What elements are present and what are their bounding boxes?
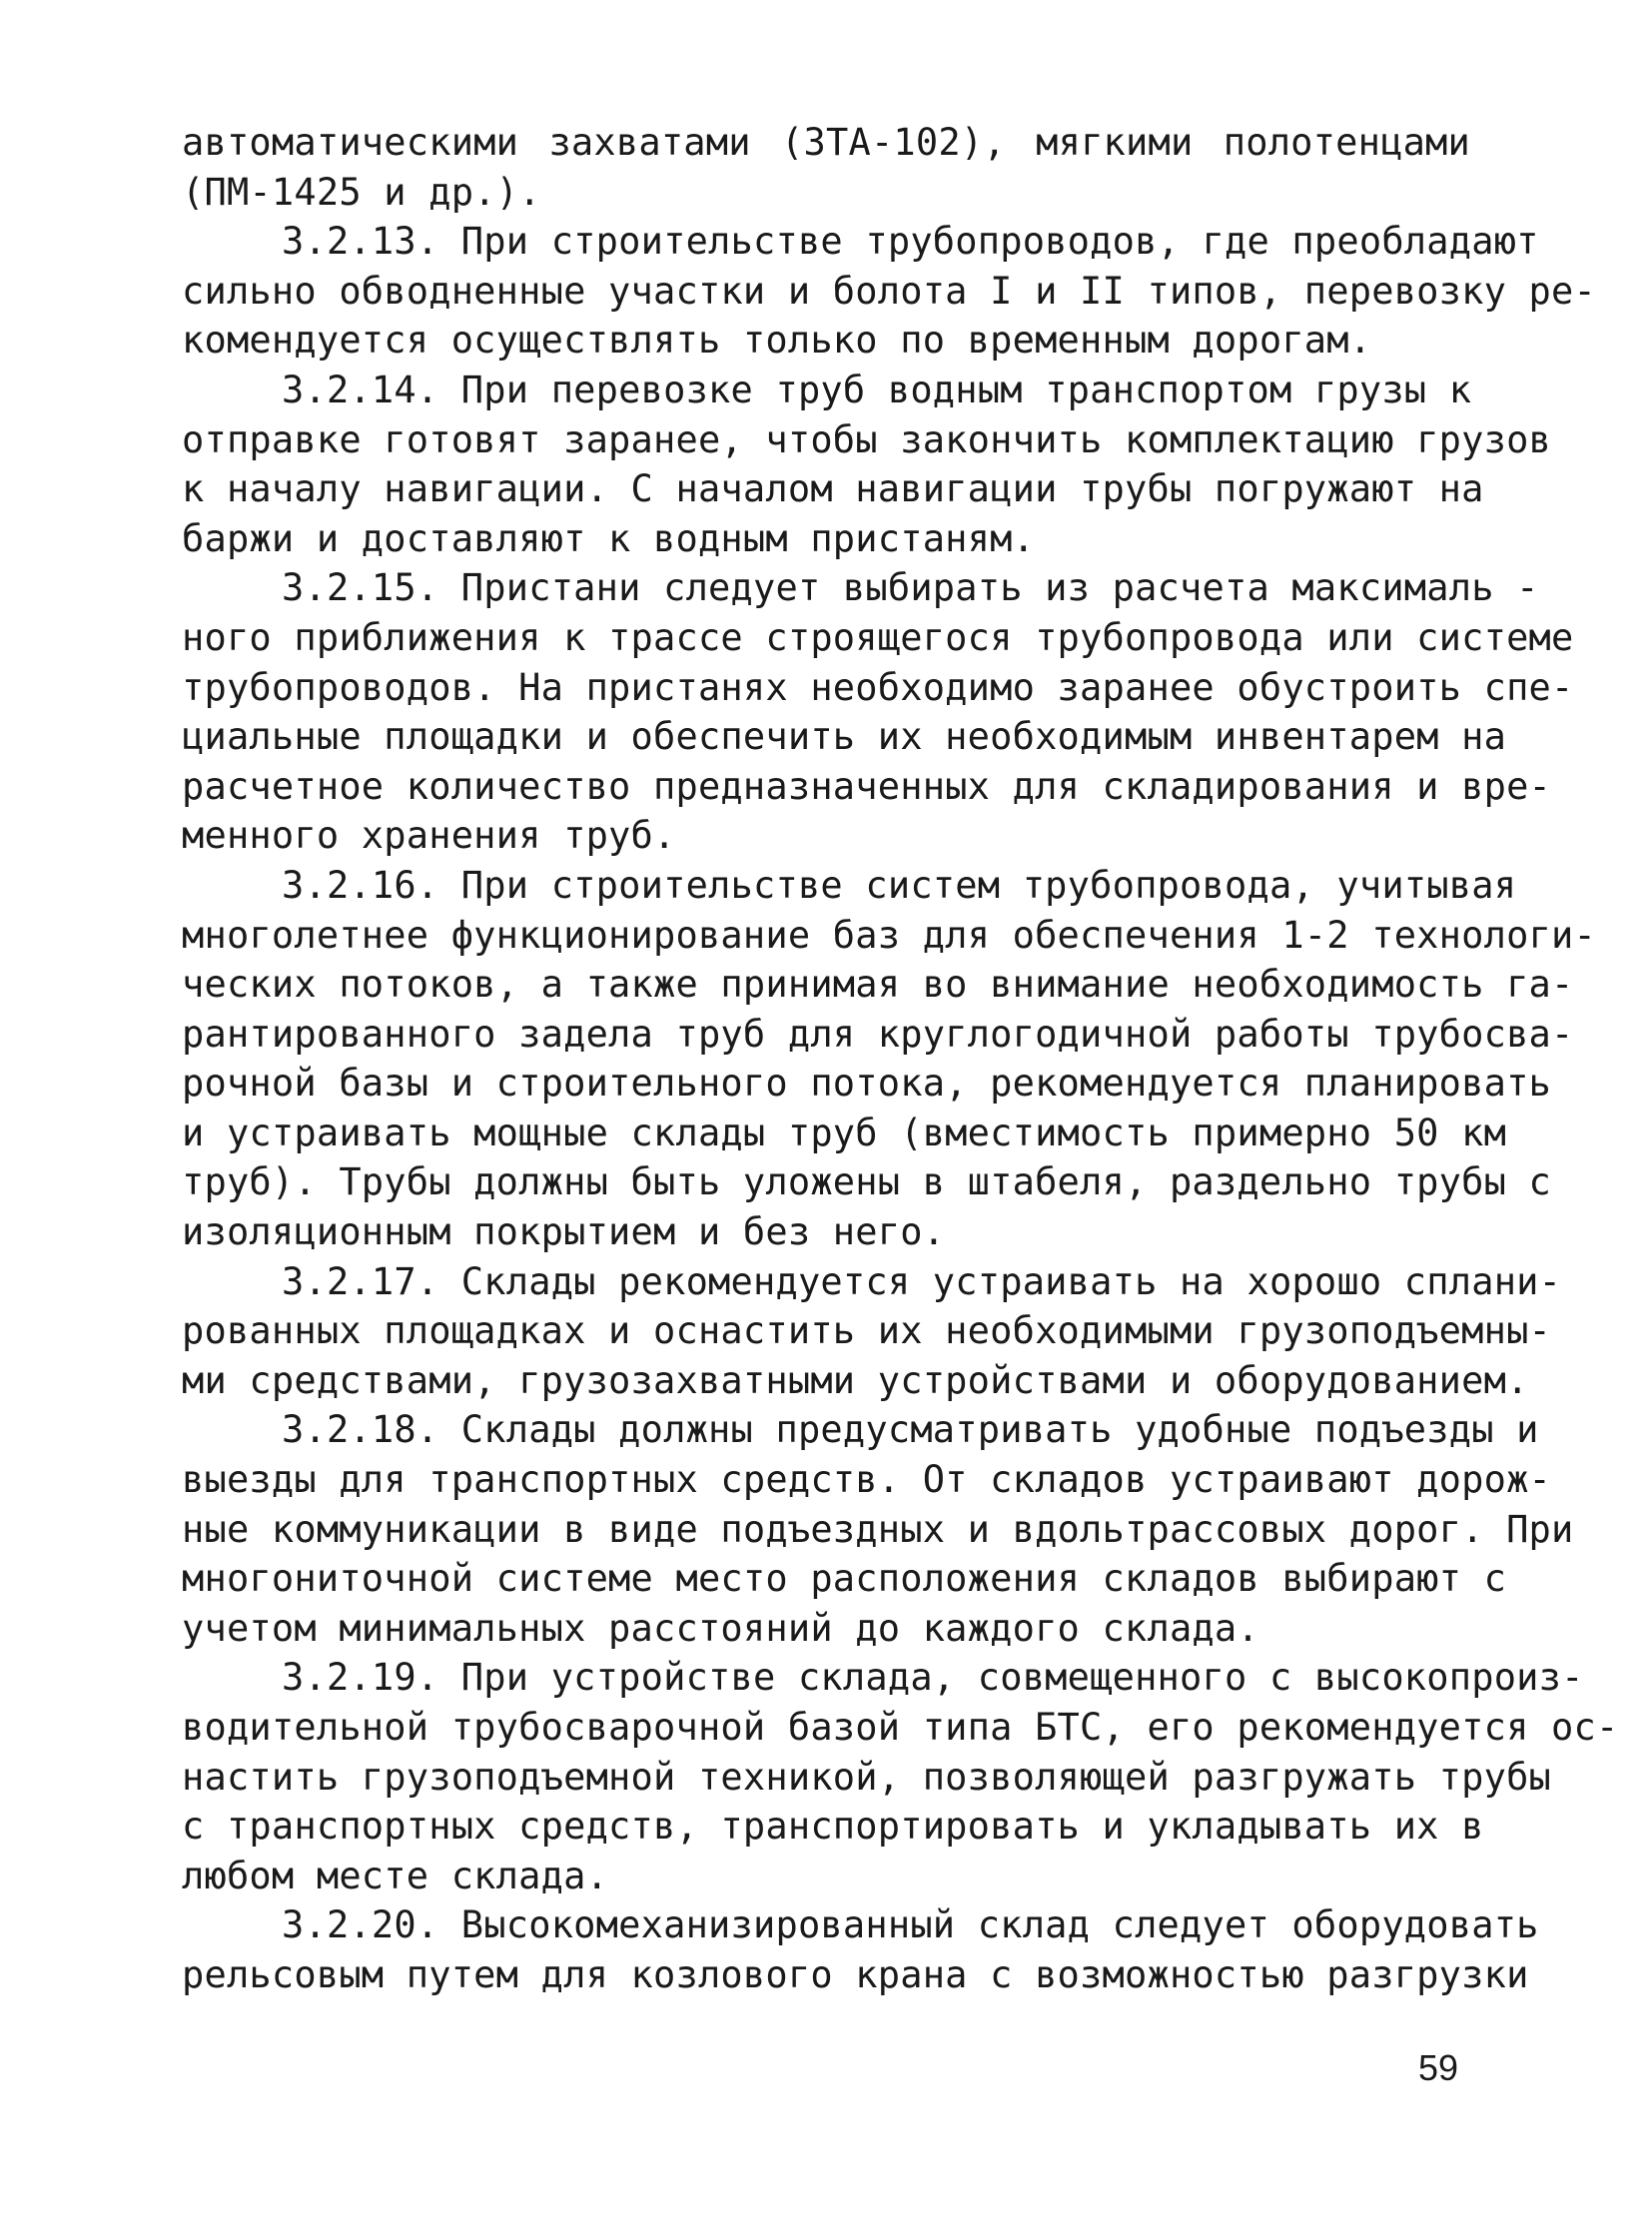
text-line: изоляционным покрытием и без него. (182, 1210, 946, 1254)
text-line: трубопроводов. На пристанях необходимо заранее обустроить спе- (182, 665, 1574, 709)
body-text (182, 118, 1619, 2000)
text-line: автоматическими захватами (ЗТА-102), мягкими полотенцами (182, 121, 1470, 164)
text-line: 3.2.16. При строительстве систем трубопровода, учитывая (282, 863, 1517, 907)
text-line: сильно обводненные участки и болота I и II типов, перевозку ре- (182, 269, 1596, 313)
text-line: циальные площадки и обеспечить их необходимым инвентарем на (182, 715, 1507, 759)
text-line: баржи и доставляют к водным пристаням. (182, 516, 1036, 560)
text-line: с транспортных средств, транспортировать и укладывать их в (182, 1805, 1484, 1849)
text-line: менного хранения труб. (182, 814, 676, 858)
text-line: любом месте склада. (182, 1854, 609, 1897)
text-line: учетом минимальных расстояний до каждого склада. (182, 1606, 1259, 1650)
text-line: к началу навигации. С началом навигации трубы погружают на (182, 467, 1484, 511)
text-line: 3.2.13. При строительстве трубопроводов, где преобладают (282, 220, 1539, 264)
text-line: отправке готовят заранее, чтобы закончить комплектацию грузов (182, 417, 1552, 461)
text-line: ческих потоков, а также принимая во внимание необходимость га- (182, 963, 1574, 1007)
text-line: комендуется осуществлять только по временным дорогам. (182, 319, 1372, 363)
text-line: 3.2.14. При перевозке труб водным транспортом грузы к (282, 368, 1472, 411)
text-line: 3.2.19. При устройстве склада, совмещенного с высокопроиз- (282, 1656, 1584, 1700)
text-line: рочной базы и строительного потока, рекомендуется планировать (182, 1062, 1552, 1106)
text-line: труб). Трубы должны быть уложены в штабеля, раздельно трубы с (182, 1160, 1552, 1204)
text-line: многолетнее функционирование баз для обеспечения 1-2 технологи- (182, 913, 1596, 957)
text-line: ного приближения к трассе строящегося трубопровода или системе (182, 615, 1574, 659)
text-line: 3.2.20. Высокомеханизированный склад следует оборудовать (282, 1903, 1539, 1947)
text-line: расчетное количество предназначенных для складирования и вре- (182, 764, 1552, 808)
text-line: рельсовым путем для козлового крана с возможностью разгрузки (182, 1952, 1529, 1996)
text-line: 3.2.17. Склады рекомендуется устраивать на хорошо сплани- (282, 1259, 1562, 1303)
text-line: многониточной системе место расположения складов выбирают с (182, 1557, 1507, 1601)
text-line: водительной трубосварочной базой типа БТС, его рекомендуется ос- (182, 1706, 1619, 1749)
text-line: и устраивать мощные склады труб (вместимость примерно 50 км (182, 1111, 1507, 1154)
text-line: рованных площадках и оснастить их необходимыми грузоподъемны- (182, 1309, 1552, 1353)
text-line: 3.2.15. Пристани следует выбирать из расчета максималь - (282, 566, 1539, 610)
page-number: 59 (1417, 2047, 1458, 2088)
text-line: ные коммуникации в виде подъездных и вдольтрассовых дорог. При (182, 1507, 1574, 1551)
text-line: ми средствами, грузозахватными устройствами и оборудованием. (182, 1358, 1529, 1402)
text-line: рантированного задела труб для круглогодичной работы трубосва- (182, 1012, 1574, 1056)
text-line: (ПМ-1425 и др.). (182, 170, 541, 214)
text-line: 3.2.18. Склады должны предусматривать удобные подъезды и (282, 1408, 1539, 1452)
text-line: настить грузоподъемной техникой, позволяющей разгружать трубы (182, 1755, 1552, 1799)
text-line: выезды для транспортных средств. От складов устраивают дорож- (182, 1458, 1552, 1502)
